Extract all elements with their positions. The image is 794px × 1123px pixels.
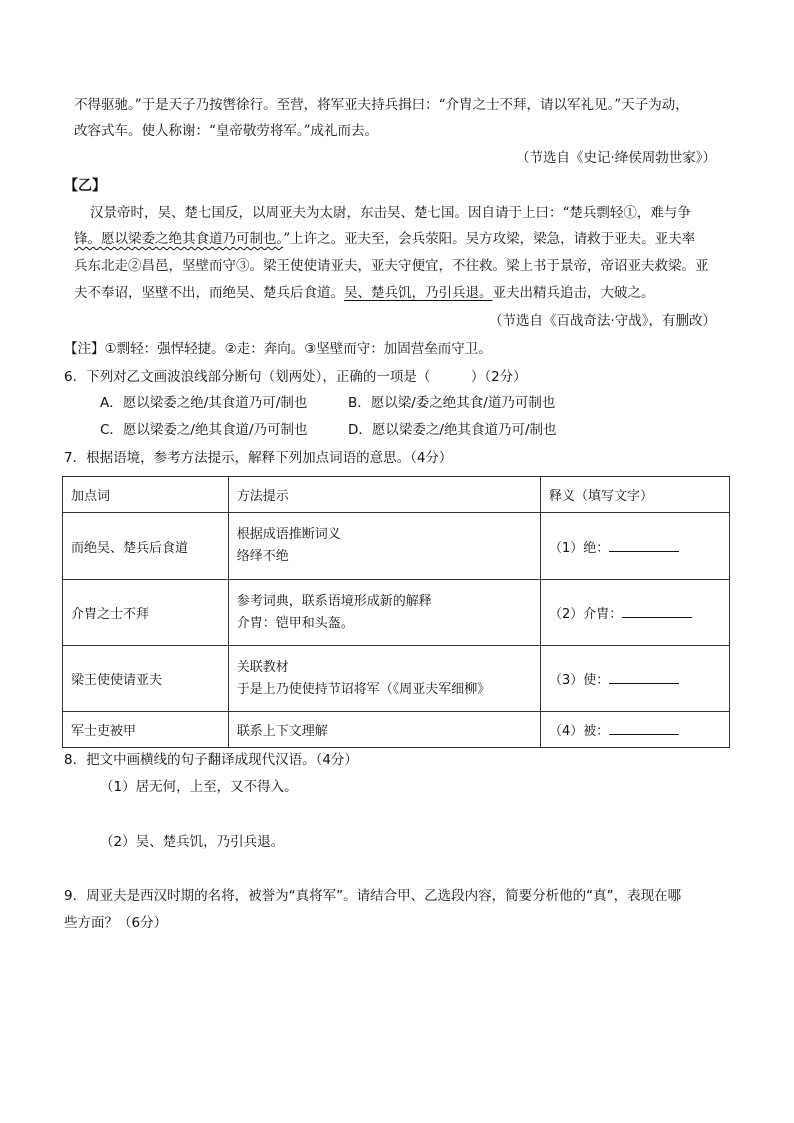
row-answer [541,712,730,748]
q8-sentence-2: （2）吴、楚兵饥，乃引兵退。 [100,834,285,850]
answer-label: （2）介胄： [549,607,623,622]
answer-blank[interactable] [609,539,679,552]
table-row [63,646,730,712]
answer-blank[interactable] [609,722,679,735]
yi-passage-line2 [74,229,695,249]
answer-blank[interactable] [622,605,692,618]
row-hint [228,580,540,646]
header-word: 加点词 [63,477,229,513]
row-word: 而绝吴、楚兵后食道 [63,513,229,580]
hint-line: 关联教材 [236,659,289,675]
q6-stem: 6．下列对乙文画波浪线部分断句（划两处），正确的一项是（ ）（2分） [64,369,527,385]
row-answer [541,513,730,580]
answer-label: （4）被： [549,724,610,739]
row-hint [228,646,540,712]
table-row [63,513,730,580]
wavy-underlined-sentence: 锋。愿以梁委之绝其食道乃可制也。 [74,231,284,247]
q9-stem-line2: 些方面？（6分） [64,915,168,931]
q6-option-b[interactable]: B．愿以梁/委之绝其食/道乃可制也 [348,395,556,411]
q6-option-d[interactable]: D．愿以梁委之/绝其食道乃可/制也 [348,422,557,438]
row-word: 介胄之士不拜 [63,580,229,646]
hint-example: 络绎不绝 [236,549,289,564]
yi-passage-line4-pre: 夫不奉诏，坚壁不出，而绝吴、楚兵后食道。 [74,285,344,301]
yi-passage-line4 [74,283,655,303]
hint-line: 根据成语推断词义 [236,527,341,542]
q6-option-a[interactable]: A．愿以梁委之绝/其食道乃可/制也 [100,395,308,411]
row-answer [541,646,730,712]
hint-example: 于是上乃使使持节诏将军（《周亚夫军细柳》 [236,681,491,697]
annotation-note: 【注】①剽轻：强悍轻捷。②走：奔向。③坚壁而守：加固营垒而守卫。 [64,341,492,357]
jia-passage-line2: 改容式车。使人称谢：“皇帝敬劳将军。”成礼而去。 [74,123,379,139]
header-hint: 方法提示 [228,477,540,513]
q9-stem-line1: 9．周亚夫是西汉时期的名将，被誉为“真将军”。请结合甲、乙选段内容，简要分析他的“真”，表现在哪 [64,888,682,904]
jia-passage-line1: 不得驱驰。”于是天子乃按辔徐行。至营，将军亚夫持兵揖曰：“介胄之士不拜，请以军礼见。”天子为动， [74,97,689,113]
q7-stem: 7．根据语境，参考方法提示，解释下列加点词语的意思。（4分） [64,450,453,466]
row-word: 梁王使使请亚夫 [63,646,229,712]
yi-passage-line3: 兵东北走②昌邑，坚壁而守③。梁王使使请亚夫，亚夫守便宜，不往救。梁上书于景帝，帝诏亚夫救梁。亚 [74,258,709,274]
answer-label: （1）绝： [549,540,610,556]
q6-option-c[interactable]: C．愿以梁委之/绝其食道/乃可制也 [100,422,308,438]
row-hint [228,513,540,580]
q8-sentence-1: （1）居无何，上至，又不得入。 [100,779,298,795]
answer-blank[interactable] [609,671,679,684]
header-answer: 释义（填写文字） [541,477,730,513]
yi-heading: 【乙】 [64,178,106,194]
table-header-row [63,477,730,513]
q7-table [62,476,730,748]
yi-passage-line2-rest: ”上许之。亚夫至，会兵荥阳。吴方攻梁，梁急，请救于亚夫。亚夫率 [283,231,696,247]
underlined-sentence: 吴、楚兵饥，乃引兵退。 [344,285,493,301]
table-row [63,580,730,646]
yi-source: （节选自《百战奇法·守战》，有删改） [488,313,716,329]
yi-passage-line1: 汉景帝时，吴、楚七国反，以周亚夫为太尉，东击吴、楚七国。因自请于上曰：“楚兵剽轻①，难与争 [90,205,691,221]
row-word: 军士吏被甲 [63,712,229,748]
yi-passage-line4-post: 亚夫出精兵追击，大破之。 [492,285,655,301]
row-hint: 联系上下文理解 [228,712,540,748]
q8-stem: 8．把文中画横线的句子翻译成现代汉语。（4分） [64,752,358,768]
hint-line: 参考词典，联系语境形成新的解释 [236,593,432,609]
row-answer [541,580,730,646]
jia-source: （节选自《史记·绛侯周勃世家》） [515,150,716,166]
hint-example: 介胄：铠甲和头盔。 [236,615,354,631]
table-row [63,712,730,748]
answer-label: （3）使： [549,673,610,688]
